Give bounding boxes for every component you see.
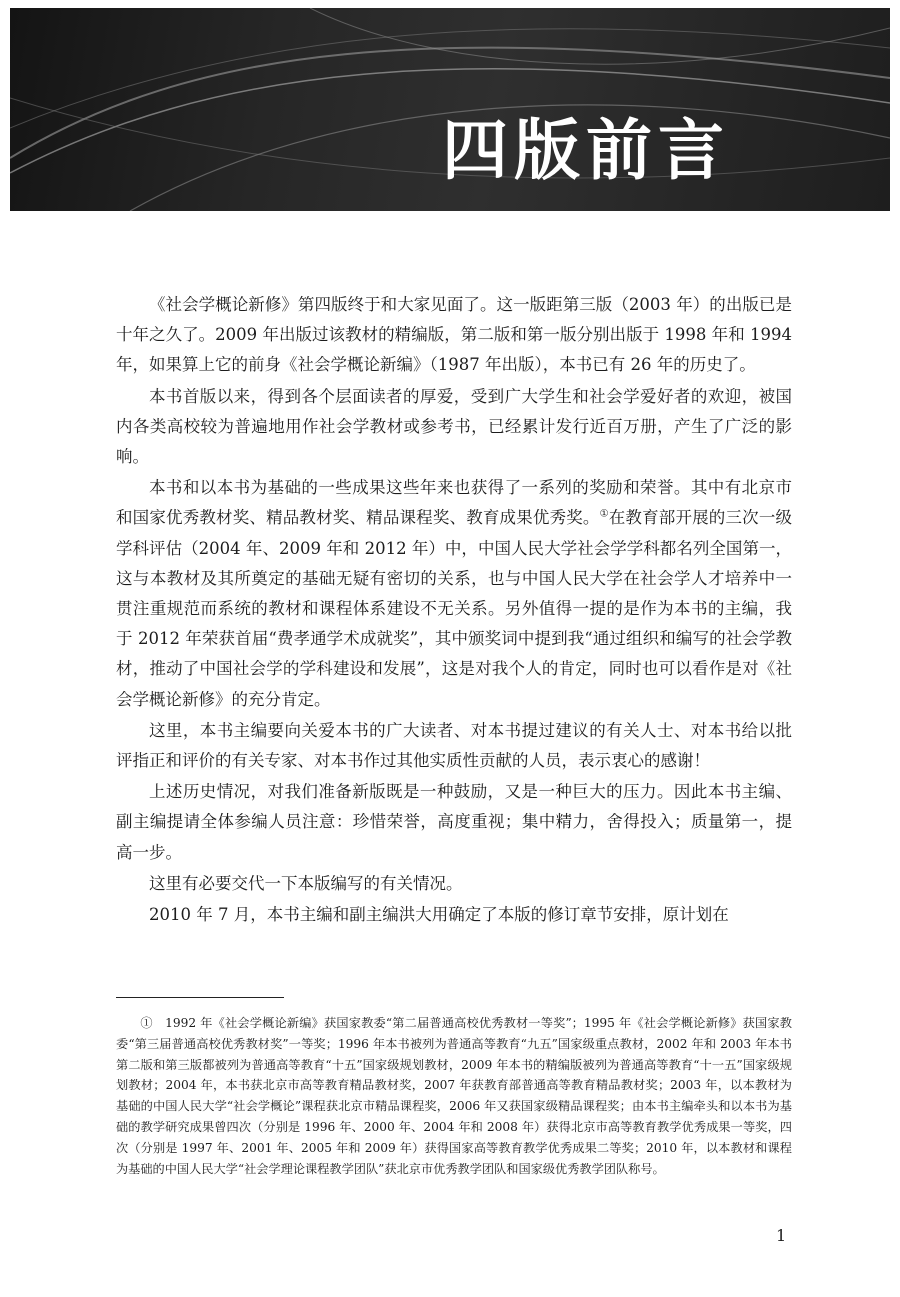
paragraph-with-note — [116, 473, 792, 715]
page-number: 1 — [776, 1226, 787, 1245]
page-title: 四版前言 — [442, 112, 730, 189]
header-banner — [10, 8, 890, 211]
paragraph-text: 本书和以本书为基础的一些成果这些年来也获得了一系列的奖励和荣誉。其中有北京市和国家优秀教材奖、精品教材奖、精品课程奖、教育成果优秀奖。 — [116, 478, 792, 528]
paragraph-text: 在教育部开展的三次一级学科评估（2004 年、2009 年和 2012 年）中，中国人民大学社会学学科都名列全国第一，这与本教材及其所奠定的基础无疑有密切的关系，也与中国人民大学在社会学人才培养中一贯注重规范而系统的教材和课程体系建设不无关系。另外值得一提的是作为本书的主编，我于 2012 年荣获首届“费孝通学术成就奖”，其中颁奖词中提到我“通过组织和编写的社会学教材，推动了中国社会学的学科建设和发展”，这是对我个人的肯定，同时也可以看作是对《社会学概论新修》的充分肯定。 — [116, 508, 793, 709]
paragraph: 这里有必要交代一下本版编写的有关情况。 — [149, 873, 463, 893]
paragraph: 2010 年 7 月，本书主编和副主编洪大用确定了本版的修订章节安排，原计划在 — [149, 905, 729, 925]
footnote: ① 1992 年《社会学概论新编》获国家教委“第二届普通高校优秀教材一等奖”；1995 年《社会学概论新修》获国家教委“第三届普通高校优秀教材奖”一等奖；1996 年本书被列为普通高等教育“九五”国家级重点教材，2002 年和 2003 年本书第二版和第三版都被列为普通高等教育“十五”国家级规划教材，2009 年本书的精编版被列为普通高等教育“十一五”国家级规划教材；2004 年，本书获北京市高等教育精品教材奖，2007 年获教育部普通高等教育精品教材奖；2003 年，以本教材为基础的中国人民大学“社会学概论”课程获北京市精品课程奖，2006 年又获国家级精品课程奖；由本书主编牵头和以本书为基础的教学研究成果曾四次（分别是 1996 年、2000 年、2004 年和 2008 年）获得北京市高等教育教学优秀成果一等奖，四次（分别是 1997 年、2001 年、2005 年和 2009 年）获得国家高等教育教学优秀成果二等奖；2010 年，以本教材和课程为基础的中国人民大学“社会学理论课程教学团队”获北京市优秀教学团队和国家级优秀教学团队称号。 — [116, 1016, 792, 1176]
paragraph: 本书首版以来，得到各个层面读者的厚爱，受到广大学生和社会学爱好者的欢迎，被国内各类高校较为普遍地用作社会学教材或参考书，已经累计发行近百万册，产生了广泛的影响。 — [116, 386, 792, 467]
paragraph: 《社会学概论新修》第四版终于和大家见面了。这一版距第三版（2003 年）的出版已是十年之久了。2009 年出版过该教材的精编版，第二版和第一版分别出版于 1998 年和 1994 年，如果算上它的前身《社会学概论新编》（1987 年出版），本书已有 26 年的历史了。 — [116, 295, 792, 375]
footnote-marker[interactable]: ① — [599, 508, 609, 520]
preface-body — [116, 290, 792, 930]
footnote-divider — [116, 997, 284, 998]
paragraph: 这里，本书主编要向关爱本书的广大读者、对本书提过建议的有关人士、对本书给以批评指正和评价的有关专家、对本书作过其他实质性贡献的人员，表示衷心的感谢！ — [116, 720, 792, 771]
paragraph: 上述历史情况，对我们准备新版既是一种鼓励，又是一种巨大的压力。因此本书主编、副主编提请全体参编人员注意：珍惜荣誉，高度重视；集中精力，舍得投入；质量第一，提高一步。 — [116, 782, 792, 862]
